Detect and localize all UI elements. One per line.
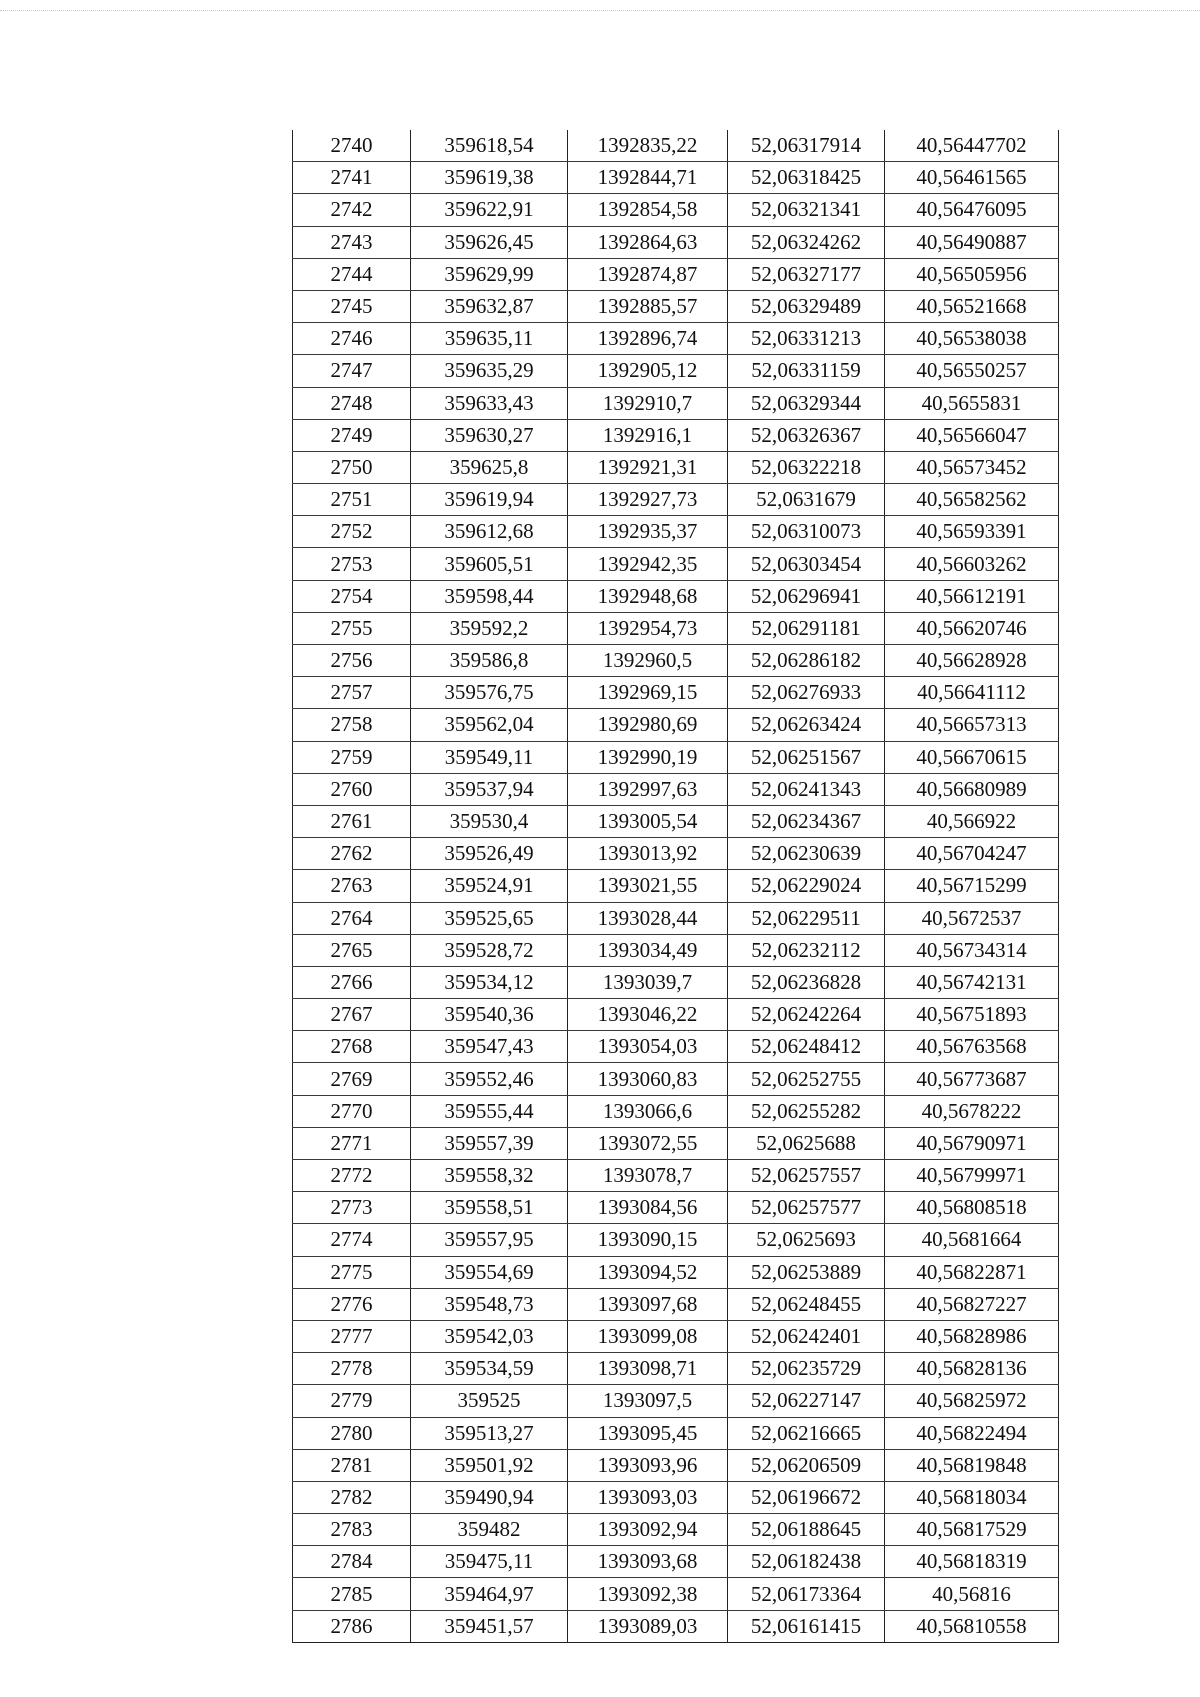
point-number-cell: 2753 xyxy=(293,548,411,580)
latitude-cell: 52,06242401 xyxy=(728,1320,885,1352)
y-coordinate-cell: 1393039,7 xyxy=(568,966,728,998)
y-coordinate-cell: 1392927,73 xyxy=(568,484,728,516)
longitude-cell: 40,56818034 xyxy=(885,1481,1059,1513)
x-coordinate-cell: 359530,4 xyxy=(411,805,568,837)
x-coordinate-cell: 359555,44 xyxy=(411,1095,568,1127)
table-row xyxy=(293,1353,1059,1385)
table-row xyxy=(293,1481,1059,1513)
point-number-cell: 2775 xyxy=(293,1256,411,1288)
table-row xyxy=(293,258,1059,290)
x-coordinate-cell: 359625,8 xyxy=(411,451,568,483)
point-number-cell: 2781 xyxy=(293,1449,411,1481)
latitude-cell: 52,06326367 xyxy=(728,419,885,451)
x-coordinate-cell: 359619,38 xyxy=(411,162,568,194)
table-row xyxy=(293,1160,1059,1192)
x-coordinate-cell: 359552,46 xyxy=(411,1063,568,1095)
y-coordinate-cell: 1393095,45 xyxy=(568,1417,728,1449)
x-coordinate-cell: 359537,94 xyxy=(411,773,568,805)
y-coordinate-cell: 1393092,38 xyxy=(568,1578,728,1610)
longitude-cell: 40,56742131 xyxy=(885,966,1059,998)
table-row xyxy=(293,1546,1059,1578)
y-coordinate-cell: 1393028,44 xyxy=(568,902,728,934)
latitude-cell: 52,06331213 xyxy=(728,323,885,355)
point-number-cell: 2740 xyxy=(293,130,411,162)
point-number-cell: 2769 xyxy=(293,1063,411,1095)
table-row xyxy=(293,709,1059,741)
y-coordinate-cell: 1392954,73 xyxy=(568,612,728,644)
latitude-cell: 52,06248455 xyxy=(728,1288,885,1320)
scan-top-edge xyxy=(0,10,1200,11)
point-number-cell: 2759 xyxy=(293,741,411,773)
y-coordinate-cell: 1393034,49 xyxy=(568,934,728,966)
point-number-cell: 2766 xyxy=(293,966,411,998)
table-row xyxy=(293,355,1059,387)
table-row xyxy=(293,548,1059,580)
x-coordinate-cell: 359542,03 xyxy=(411,1320,568,1352)
x-coordinate-cell: 359605,51 xyxy=(411,548,568,580)
longitude-cell: 40,56827227 xyxy=(885,1288,1059,1320)
latitude-cell: 52,06329344 xyxy=(728,387,885,419)
table-row xyxy=(293,516,1059,548)
table-row xyxy=(293,1320,1059,1352)
y-coordinate-cell: 1393054,03 xyxy=(568,1031,728,1063)
point-number-cell: 2744 xyxy=(293,258,411,290)
latitude-cell: 52,06310073 xyxy=(728,516,885,548)
y-coordinate-cell: 1392969,15 xyxy=(568,677,728,709)
table-row xyxy=(293,645,1059,677)
latitude-cell: 52,06257577 xyxy=(728,1192,885,1224)
point-number-cell: 2760 xyxy=(293,773,411,805)
x-coordinate-cell: 359557,39 xyxy=(411,1127,568,1159)
longitude-cell: 40,56828986 xyxy=(885,1320,1059,1352)
point-number-cell: 2776 xyxy=(293,1288,411,1320)
y-coordinate-cell: 1392990,19 xyxy=(568,741,728,773)
table-row xyxy=(293,677,1059,709)
table-row xyxy=(293,902,1059,934)
table-row xyxy=(293,934,1059,966)
table-row xyxy=(293,612,1059,644)
x-coordinate-cell: 359558,51 xyxy=(411,1192,568,1224)
latitude-cell: 52,06229511 xyxy=(728,902,885,934)
point-number-cell: 2743 xyxy=(293,226,411,258)
table-row xyxy=(293,290,1059,322)
x-coordinate-cell: 359482 xyxy=(411,1514,568,1546)
point-number-cell: 2765 xyxy=(293,934,411,966)
y-coordinate-cell: 1393097,68 xyxy=(568,1288,728,1320)
x-coordinate-cell: 359540,36 xyxy=(411,999,568,1031)
y-coordinate-cell: 1392905,12 xyxy=(568,355,728,387)
table-row xyxy=(293,741,1059,773)
y-coordinate-cell: 1393092,94 xyxy=(568,1514,728,1546)
latitude-cell: 52,06188645 xyxy=(728,1514,885,1546)
longitude-cell: 40,56816 xyxy=(885,1578,1059,1610)
y-coordinate-cell: 1393060,83 xyxy=(568,1063,728,1095)
point-number-cell: 2751 xyxy=(293,484,411,516)
table-row xyxy=(293,1063,1059,1095)
table-row xyxy=(293,387,1059,419)
point-number-cell: 2745 xyxy=(293,290,411,322)
y-coordinate-cell: 1393093,03 xyxy=(568,1481,728,1513)
latitude-cell: 52,06236828 xyxy=(728,966,885,998)
table-row xyxy=(293,451,1059,483)
latitude-cell: 52,0631679 xyxy=(728,484,885,516)
y-coordinate-cell: 1392997,63 xyxy=(568,773,728,805)
longitude-cell: 40,56818319 xyxy=(885,1546,1059,1578)
latitude-cell: 52,06257557 xyxy=(728,1160,885,1192)
x-coordinate-cell: 359630,27 xyxy=(411,419,568,451)
latitude-cell: 52,06251567 xyxy=(728,741,885,773)
latitude-cell: 52,06161415 xyxy=(728,1610,885,1642)
longitude-cell: 40,566922 xyxy=(885,805,1059,837)
table-row xyxy=(293,1095,1059,1127)
y-coordinate-cell: 1392960,5 xyxy=(568,645,728,677)
longitude-cell: 40,56641112 xyxy=(885,677,1059,709)
latitude-cell: 52,06255282 xyxy=(728,1095,885,1127)
x-coordinate-cell: 359586,8 xyxy=(411,645,568,677)
point-number-cell: 2746 xyxy=(293,323,411,355)
point-number-cell: 2747 xyxy=(293,355,411,387)
longitude-cell: 40,56808518 xyxy=(885,1192,1059,1224)
table-row xyxy=(293,194,1059,226)
x-coordinate-cell: 359618,54 xyxy=(411,130,568,162)
longitude-cell: 40,56538038 xyxy=(885,323,1059,355)
longitude-cell: 40,56593391 xyxy=(885,516,1059,548)
point-number-cell: 2752 xyxy=(293,516,411,548)
latitude-cell: 52,06196672 xyxy=(728,1481,885,1513)
x-coordinate-cell: 359528,72 xyxy=(411,934,568,966)
longitude-cell: 40,56550257 xyxy=(885,355,1059,387)
longitude-cell: 40,56822871 xyxy=(885,1256,1059,1288)
longitude-cell: 40,56582562 xyxy=(885,484,1059,516)
table-row xyxy=(293,323,1059,355)
longitude-cell: 40,56620746 xyxy=(885,612,1059,644)
x-coordinate-cell: 359525 xyxy=(411,1385,568,1417)
latitude-cell: 52,06230639 xyxy=(728,838,885,870)
longitude-cell: 40,56657313 xyxy=(885,709,1059,741)
latitude-cell: 52,06276933 xyxy=(728,677,885,709)
longitude-cell: 40,56566047 xyxy=(885,419,1059,451)
x-coordinate-cell: 359626,45 xyxy=(411,226,568,258)
latitude-cell: 52,06291181 xyxy=(728,612,885,644)
y-coordinate-cell: 1393098,71 xyxy=(568,1353,728,1385)
x-coordinate-cell: 359635,29 xyxy=(411,355,568,387)
latitude-cell: 52,06324262 xyxy=(728,226,885,258)
x-coordinate-cell: 359619,94 xyxy=(411,484,568,516)
y-coordinate-cell: 1393093,68 xyxy=(568,1546,728,1578)
table-row xyxy=(293,1385,1059,1417)
latitude-cell: 52,06227147 xyxy=(728,1385,885,1417)
longitude-cell: 40,5678222 xyxy=(885,1095,1059,1127)
y-coordinate-cell: 1392896,74 xyxy=(568,323,728,355)
table-row xyxy=(293,419,1059,451)
latitude-cell: 52,06317914 xyxy=(728,130,885,162)
x-coordinate-cell: 359513,27 xyxy=(411,1417,568,1449)
x-coordinate-cell: 359501,92 xyxy=(411,1449,568,1481)
latitude-cell: 52,06248412 xyxy=(728,1031,885,1063)
x-coordinate-cell: 359558,32 xyxy=(411,1160,568,1192)
y-coordinate-cell: 1393089,03 xyxy=(568,1610,728,1642)
y-coordinate-cell: 1392854,58 xyxy=(568,194,728,226)
y-coordinate-cell: 1392921,31 xyxy=(568,451,728,483)
x-coordinate-cell: 359534,59 xyxy=(411,1353,568,1385)
x-coordinate-cell: 359534,12 xyxy=(411,966,568,998)
latitude-cell: 52,06206509 xyxy=(728,1449,885,1481)
longitude-cell: 40,56715299 xyxy=(885,870,1059,902)
x-coordinate-cell: 359547,43 xyxy=(411,1031,568,1063)
latitude-cell: 52,06182438 xyxy=(728,1546,885,1578)
longitude-cell: 40,56680989 xyxy=(885,773,1059,805)
point-number-cell: 2771 xyxy=(293,1127,411,1159)
longitude-cell: 40,56819848 xyxy=(885,1449,1059,1481)
longitude-cell: 40,56825972 xyxy=(885,1385,1059,1417)
x-coordinate-cell: 359548,73 xyxy=(411,1288,568,1320)
y-coordinate-cell: 1393078,7 xyxy=(568,1160,728,1192)
latitude-cell: 52,06296941 xyxy=(728,580,885,612)
longitude-cell: 40,5681664 xyxy=(885,1224,1059,1256)
point-number-cell: 2780 xyxy=(293,1417,411,1449)
x-coordinate-cell: 359576,75 xyxy=(411,677,568,709)
y-coordinate-cell: 1393072,55 xyxy=(568,1127,728,1159)
coordinates-table-body xyxy=(293,130,1059,1642)
point-number-cell: 2772 xyxy=(293,1160,411,1192)
y-coordinate-cell: 1393090,15 xyxy=(568,1224,728,1256)
x-coordinate-cell: 359554,69 xyxy=(411,1256,568,1288)
table-row xyxy=(293,1192,1059,1224)
y-coordinate-cell: 1393005,54 xyxy=(568,805,728,837)
latitude-cell: 52,06329489 xyxy=(728,290,885,322)
point-number-cell: 2755 xyxy=(293,612,411,644)
longitude-cell: 40,5655831 xyxy=(885,387,1059,419)
latitude-cell: 52,06321341 xyxy=(728,194,885,226)
latitude-cell: 52,06235729 xyxy=(728,1353,885,1385)
point-number-cell: 2741 xyxy=(293,162,411,194)
table-row xyxy=(293,1288,1059,1320)
y-coordinate-cell: 1393094,52 xyxy=(568,1256,728,1288)
y-coordinate-cell: 1392916,1 xyxy=(568,419,728,451)
longitude-cell: 40,56734314 xyxy=(885,934,1059,966)
point-number-cell: 2761 xyxy=(293,805,411,837)
point-number-cell: 2756 xyxy=(293,645,411,677)
x-coordinate-cell: 359629,99 xyxy=(411,258,568,290)
longitude-cell: 40,56828136 xyxy=(885,1353,1059,1385)
table-row xyxy=(293,226,1059,258)
longitude-cell: 40,56817529 xyxy=(885,1514,1059,1546)
table-row xyxy=(293,1578,1059,1610)
y-coordinate-cell: 1393021,55 xyxy=(568,870,728,902)
longitude-cell: 40,56763568 xyxy=(885,1031,1059,1063)
longitude-cell: 40,56628928 xyxy=(885,645,1059,677)
point-number-cell: 2784 xyxy=(293,1546,411,1578)
x-coordinate-cell: 359475,11 xyxy=(411,1546,568,1578)
longitude-cell: 40,56461565 xyxy=(885,162,1059,194)
latitude-cell: 52,06322218 xyxy=(728,451,885,483)
latitude-cell: 52,06229024 xyxy=(728,870,885,902)
y-coordinate-cell: 1393066,6 xyxy=(568,1095,728,1127)
table-row xyxy=(293,162,1059,194)
table-row xyxy=(293,999,1059,1031)
point-number-cell: 2762 xyxy=(293,838,411,870)
latitude-cell: 52,06242264 xyxy=(728,999,885,1031)
latitude-cell: 52,0625693 xyxy=(728,1224,885,1256)
longitude-cell: 40,56822494 xyxy=(885,1417,1059,1449)
point-number-cell: 2777 xyxy=(293,1320,411,1352)
y-coordinate-cell: 1392942,35 xyxy=(568,548,728,580)
x-coordinate-cell: 359525,65 xyxy=(411,902,568,934)
y-coordinate-cell: 1393013,92 xyxy=(568,838,728,870)
point-number-cell: 2749 xyxy=(293,419,411,451)
longitude-cell: 40,5672537 xyxy=(885,902,1059,934)
point-number-cell: 2783 xyxy=(293,1514,411,1546)
table-row xyxy=(293,1031,1059,1063)
latitude-cell: 52,06234367 xyxy=(728,805,885,837)
table-row xyxy=(293,805,1059,837)
point-number-cell: 2778 xyxy=(293,1353,411,1385)
latitude-cell: 52,06327177 xyxy=(728,258,885,290)
x-coordinate-cell: 359598,44 xyxy=(411,580,568,612)
point-number-cell: 2758 xyxy=(293,709,411,741)
point-number-cell: 2750 xyxy=(293,451,411,483)
point-number-cell: 2773 xyxy=(293,1192,411,1224)
y-coordinate-cell: 1392935,37 xyxy=(568,516,728,548)
latitude-cell: 52,06253889 xyxy=(728,1256,885,1288)
latitude-cell: 52,06232112 xyxy=(728,934,885,966)
table-row xyxy=(293,1610,1059,1642)
x-coordinate-cell: 359549,11 xyxy=(411,741,568,773)
longitude-cell: 40,56670615 xyxy=(885,741,1059,773)
point-number-cell: 2779 xyxy=(293,1385,411,1417)
latitude-cell: 52,0625688 xyxy=(728,1127,885,1159)
y-coordinate-cell: 1392874,87 xyxy=(568,258,728,290)
point-number-cell: 2786 xyxy=(293,1610,411,1642)
longitude-cell: 40,56447702 xyxy=(885,130,1059,162)
latitude-cell: 52,06173364 xyxy=(728,1578,885,1610)
point-number-cell: 2770 xyxy=(293,1095,411,1127)
coordinates-table xyxy=(292,130,1059,1643)
table-row xyxy=(293,484,1059,516)
latitude-cell: 52,06241343 xyxy=(728,773,885,805)
x-coordinate-cell: 359526,49 xyxy=(411,838,568,870)
x-coordinate-cell: 359592,2 xyxy=(411,612,568,644)
table-row xyxy=(293,1514,1059,1546)
longitude-cell: 40,56704247 xyxy=(885,838,1059,870)
y-coordinate-cell: 1392844,71 xyxy=(568,162,728,194)
longitude-cell: 40,56521668 xyxy=(885,290,1059,322)
latitude-cell: 52,06216665 xyxy=(728,1417,885,1449)
longitude-cell: 40,56810558 xyxy=(885,1610,1059,1642)
longitude-cell: 40,56505956 xyxy=(885,258,1059,290)
table-row xyxy=(293,1449,1059,1481)
latitude-cell: 52,06286182 xyxy=(728,645,885,677)
table-row xyxy=(293,773,1059,805)
y-coordinate-cell: 1393097,5 xyxy=(568,1385,728,1417)
y-coordinate-cell: 1393099,08 xyxy=(568,1320,728,1352)
longitude-cell: 40,56476095 xyxy=(885,194,1059,226)
point-number-cell: 2754 xyxy=(293,580,411,612)
y-coordinate-cell: 1392980,69 xyxy=(568,709,728,741)
latitude-cell: 52,06263424 xyxy=(728,709,885,741)
table-row xyxy=(293,966,1059,998)
y-coordinate-cell: 1392910,7 xyxy=(568,387,728,419)
table-row xyxy=(293,838,1059,870)
point-number-cell: 2774 xyxy=(293,1224,411,1256)
x-coordinate-cell: 359622,91 xyxy=(411,194,568,226)
longitude-cell: 40,56603262 xyxy=(885,548,1059,580)
x-coordinate-cell: 359490,94 xyxy=(411,1481,568,1513)
latitude-cell: 52,06331159 xyxy=(728,355,885,387)
table-row xyxy=(293,580,1059,612)
y-coordinate-cell: 1392948,68 xyxy=(568,580,728,612)
longitude-cell: 40,56612191 xyxy=(885,580,1059,612)
point-number-cell: 2764 xyxy=(293,902,411,934)
table-row xyxy=(293,130,1059,162)
y-coordinate-cell: 1393046,22 xyxy=(568,999,728,1031)
point-number-cell: 2748 xyxy=(293,387,411,419)
y-coordinate-cell: 1392835,22 xyxy=(568,130,728,162)
y-coordinate-cell: 1392885,57 xyxy=(568,290,728,322)
longitude-cell: 40,56490887 xyxy=(885,226,1059,258)
x-coordinate-cell: 359524,91 xyxy=(411,870,568,902)
table-row xyxy=(293,1256,1059,1288)
longitude-cell: 40,56573452 xyxy=(885,451,1059,483)
point-number-cell: 2763 xyxy=(293,870,411,902)
y-coordinate-cell: 1393084,56 xyxy=(568,1192,728,1224)
longitude-cell: 40,56773687 xyxy=(885,1063,1059,1095)
longitude-cell: 40,56799971 xyxy=(885,1160,1059,1192)
x-coordinate-cell: 359632,87 xyxy=(411,290,568,322)
point-number-cell: 2742 xyxy=(293,194,411,226)
x-coordinate-cell: 359557,95 xyxy=(411,1224,568,1256)
y-coordinate-cell: 1393093,96 xyxy=(568,1449,728,1481)
longitude-cell: 40,56790971 xyxy=(885,1127,1059,1159)
point-number-cell: 2768 xyxy=(293,1031,411,1063)
point-number-cell: 2757 xyxy=(293,677,411,709)
longitude-cell: 40,56751893 xyxy=(885,999,1059,1031)
x-coordinate-cell: 359633,43 xyxy=(411,387,568,419)
point-number-cell: 2767 xyxy=(293,999,411,1031)
latitude-cell: 52,06252755 xyxy=(728,1063,885,1095)
latitude-cell: 52,06318425 xyxy=(728,162,885,194)
table-row xyxy=(293,1127,1059,1159)
table-row xyxy=(293,1224,1059,1256)
x-coordinate-cell: 359635,11 xyxy=(411,323,568,355)
x-coordinate-cell: 359612,68 xyxy=(411,516,568,548)
latitude-cell: 52,06303454 xyxy=(728,548,885,580)
point-number-cell: 2782 xyxy=(293,1481,411,1513)
x-coordinate-cell: 359562,04 xyxy=(411,709,568,741)
point-number-cell: 2785 xyxy=(293,1578,411,1610)
y-coordinate-cell: 1392864,63 xyxy=(568,226,728,258)
table-row xyxy=(293,1417,1059,1449)
table-row xyxy=(293,870,1059,902)
x-coordinate-cell: 359464,97 xyxy=(411,1578,568,1610)
x-coordinate-cell: 359451,57 xyxy=(411,1610,568,1642)
